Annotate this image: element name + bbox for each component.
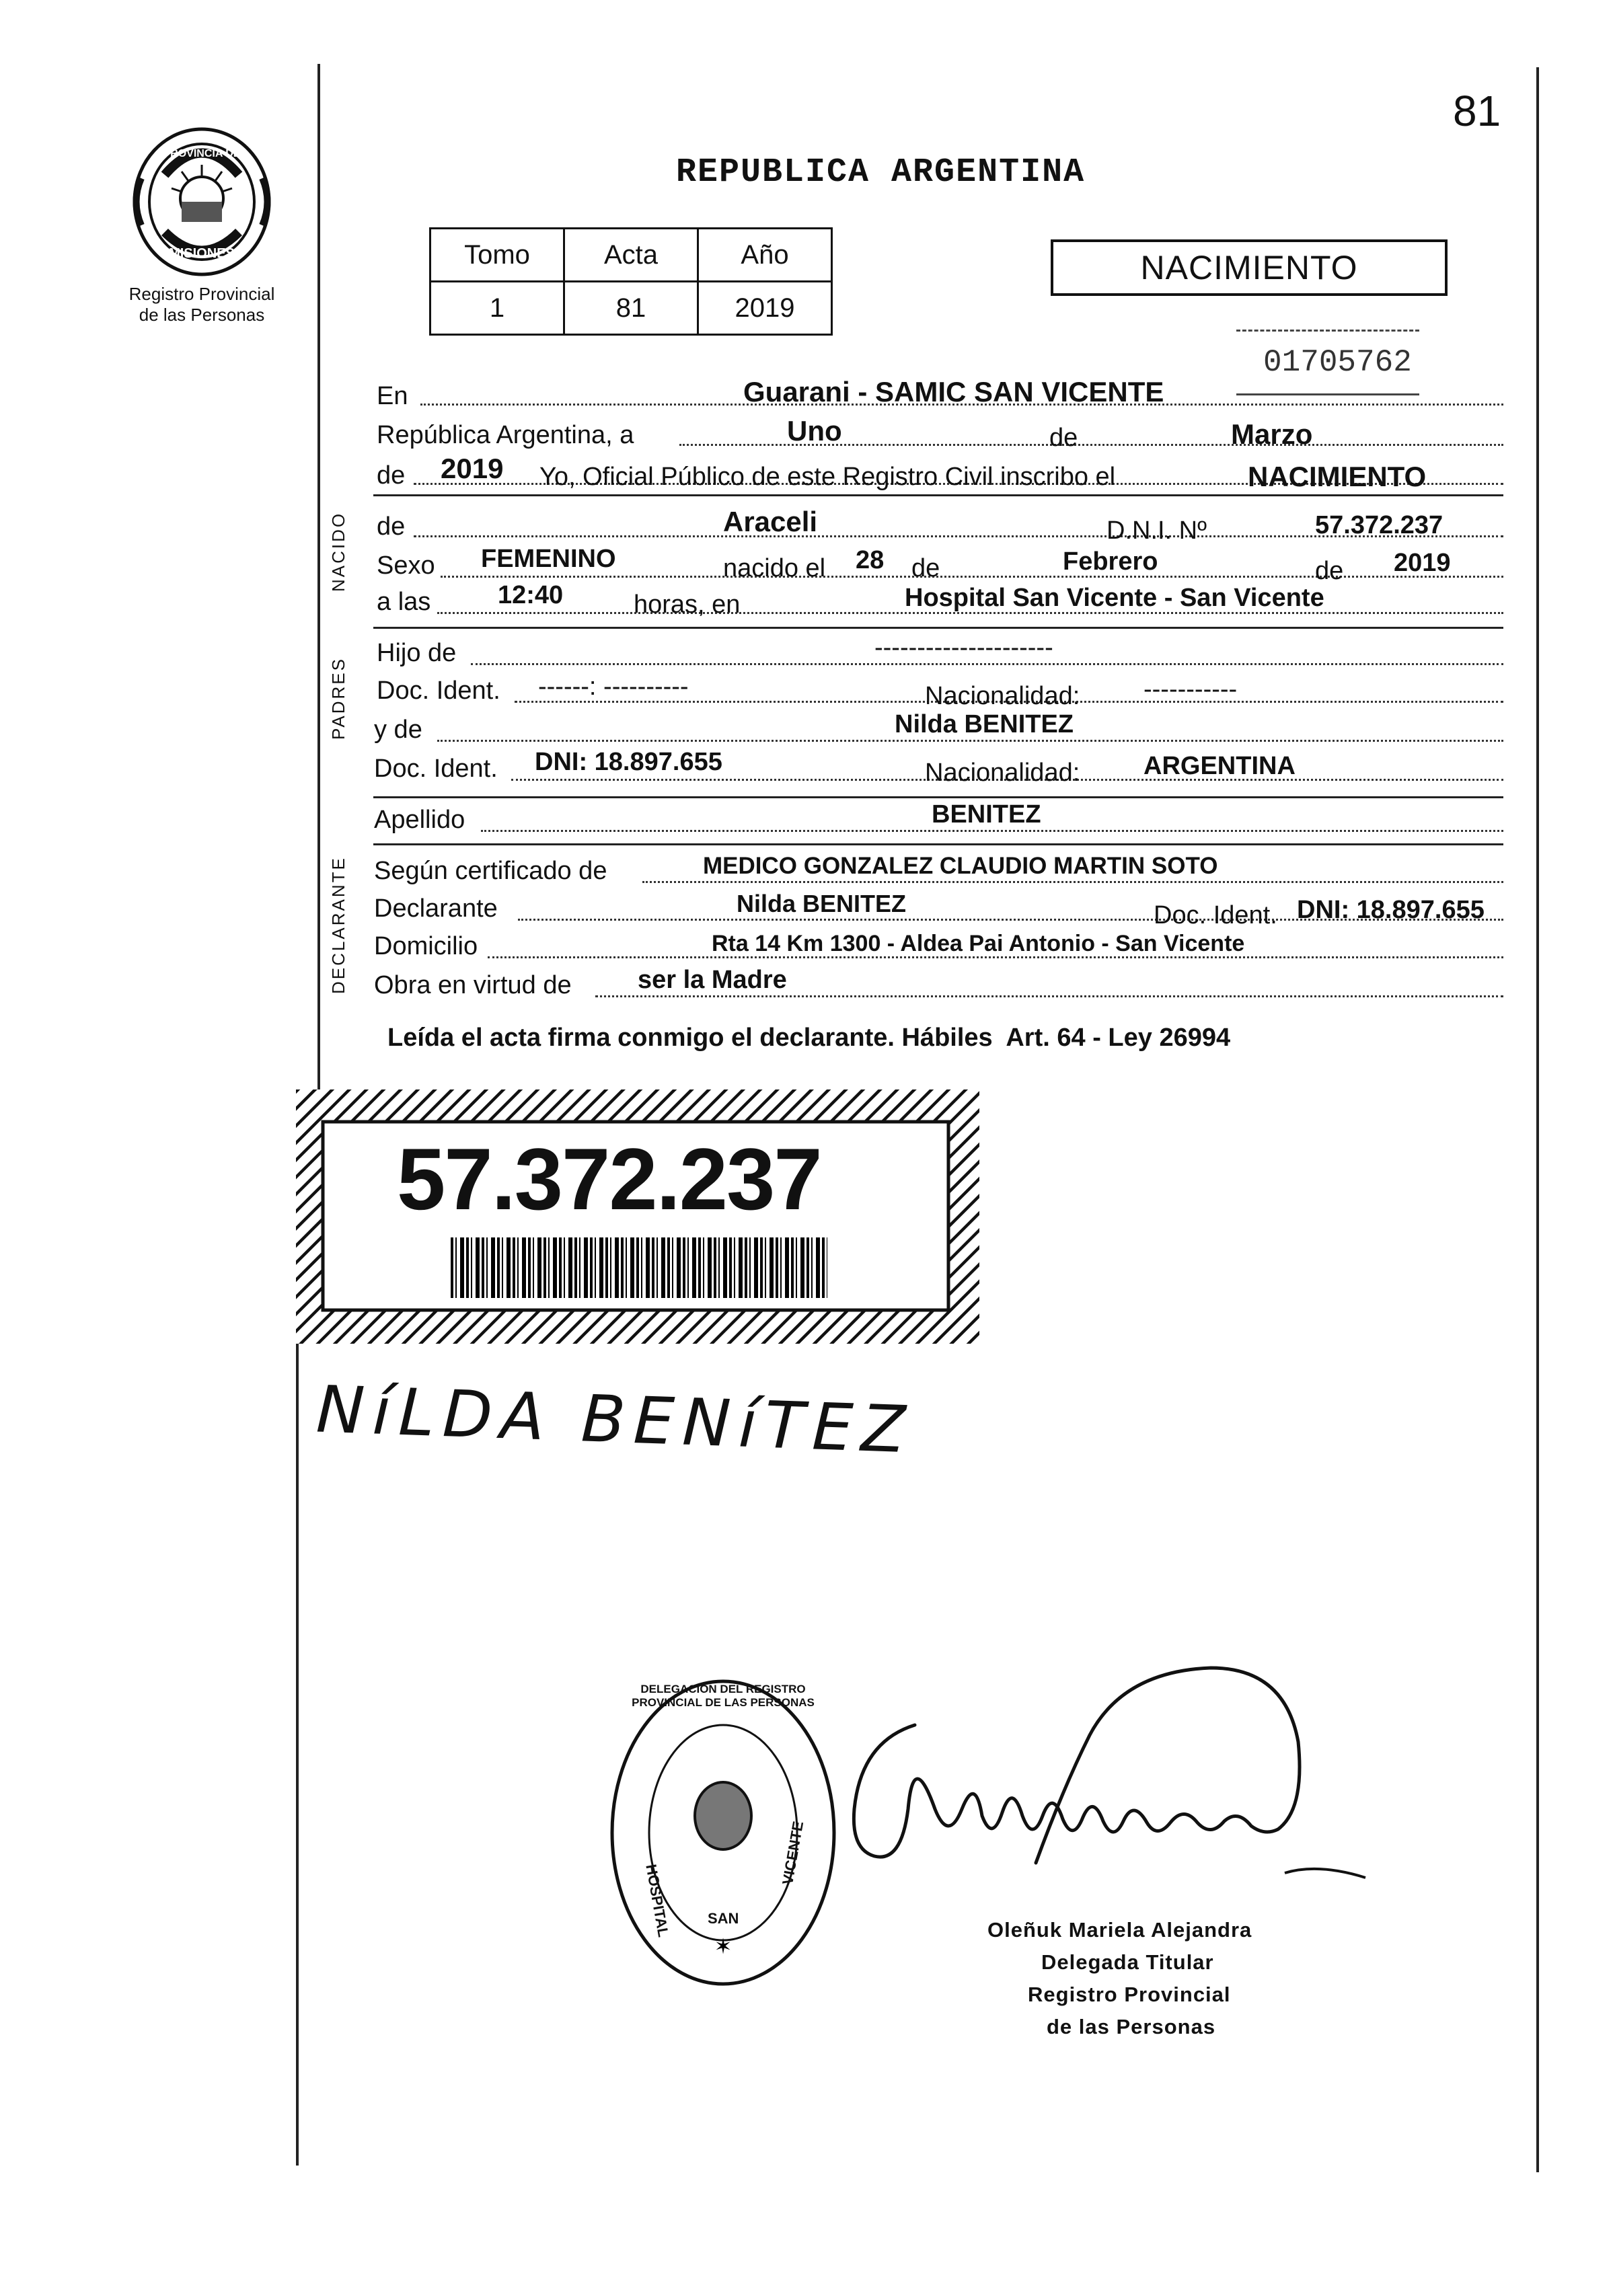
birth-place: Hospital San Vicente - San Vicente: [905, 584, 1324, 612]
place-value: Guarani - SAMIC SAN VICENTE: [743, 376, 1164, 408]
country-title: REPUBLICA ARGENTINA: [676, 153, 1086, 192]
de2-label: de: [377, 461, 406, 490]
tomo-header: Tomo: [430, 229, 564, 282]
rep-label: República Argentina, a: [377, 421, 634, 449]
dots: [437, 612, 1503, 614]
acta-value: 81: [564, 282, 698, 335]
father-doc-label: Doc. Ident.: [377, 677, 500, 705]
barcode: [451, 1237, 827, 1298]
section-declarante: DECLARANTE: [328, 856, 348, 994]
declarante-label: Declarante: [374, 894, 498, 923]
horas-label: horas, en: [634, 590, 741, 619]
dots: [481, 830, 1503, 832]
official-signature: [834, 1641, 1372, 1923]
record-table: [429, 227, 833, 336]
father-name: ---------------------: [874, 634, 1053, 662]
nacido-de-label2: de: [911, 554, 940, 582]
registry-name-line1: Registro Provincial: [128, 284, 275, 304]
provincial-seal-icon: [128, 124, 276, 279]
official-block: [987, 1914, 1252, 2043]
mother-doc-label: Doc. Ident.: [374, 755, 498, 783]
section-nacido: NACIDO: [328, 511, 348, 592]
nacido-divider: [373, 627, 1503, 629]
official-org-line2: de las Personas: [1047, 2015, 1216, 2038]
official-title: Delegada Titular: [1041, 1950, 1214, 1974]
birth-month: Febrero: [1063, 547, 1158, 576]
control-number: 01705762: [1263, 345, 1412, 380]
acta-header: Acta: [564, 229, 698, 282]
stamp-inner-right: VICENTE: [779, 1820, 807, 1886]
intro-divider: [373, 494, 1503, 496]
en-label: En: [377, 382, 408, 410]
dots: [488, 956, 1503, 958]
apellido-value: BENITEZ: [932, 800, 1041, 829]
birth-time: 12:40: [498, 581, 564, 609]
page-number: 81: [1453, 87, 1501, 135]
dots: [437, 740, 1503, 742]
right-margin-line: [1536, 67, 1539, 2172]
year-value: 2019: [441, 453, 504, 484]
obra-label: Obra en virtud de: [374, 971, 572, 999]
declarante-doc: DNI: 18.897.655: [1297, 896, 1485, 924]
y-de-label: y de: [374, 716, 422, 744]
handwritten-name: NíLDA BENíTEZ: [315, 1371, 915, 1468]
declarante-value: Nilda BENITEZ: [737, 890, 907, 917]
anio-value: 2019: [698, 282, 832, 335]
dni-label: D.N.I. Nº: [1106, 516, 1207, 545]
closing-text: Leída el acta firma conmigo el declarante. Hábiles Art. 64 - Ley 26994: [387, 1024, 1231, 1052]
apellido-label: Apellido: [374, 806, 465, 834]
birth-day: 28: [856, 546, 885, 574]
anio-header: Año: [698, 229, 832, 282]
tomo-value: 1: [430, 282, 564, 335]
month-value: Marzo: [1231, 418, 1313, 450]
stamp-inner-bottom: SAN: [708, 1910, 739, 1927]
stamp-outer-text: DELEGACION DEL REGISTRO PROVINCIAL DE LAS PERSONAS: [632, 1683, 815, 1709]
nacido-de-label3: de: [1315, 557, 1344, 585]
dni-sticker: [296, 1089, 979, 1344]
dots: [471, 663, 1503, 665]
a-las-label: a las: [377, 588, 431, 616]
sticker-dni-number: 57.372.237: [397, 1130, 821, 1228]
child-name: Araceli: [723, 506, 818, 537]
doc-type-box: [1051, 239, 1448, 296]
father-doc: ------: ----------: [538, 673, 689, 701]
nacido-de-label: de: [377, 512, 406, 541]
record-type-value: NACIMIENTO: [1248, 461, 1427, 492]
registry-name: [94, 284, 309, 326]
dots: [595, 995, 1503, 997]
sexo-label: Sexo: [377, 551, 435, 580]
cert-value: MEDICO GONZALEZ CLAUDIO MARTIN SOTO: [703, 853, 1218, 879]
left-margin-line: [317, 64, 320, 1089]
obra-value: ser la Madre: [638, 966, 787, 994]
seal-top-text: PROVINCIA DE: [163, 148, 241, 159]
nacido-el-label: nacido el: [723, 554, 826, 582]
mother-nat: ARGENTINA: [1143, 752, 1296, 780]
control-number-box: [1236, 330, 1419, 395]
mother-doc: DNI: 18.897.655: [535, 748, 722, 776]
birth-year: 2019: [1394, 549, 1451, 577]
child-dni: 57.372.237: [1315, 511, 1443, 539]
official-org-line1: Registro Provincial: [1028, 1983, 1231, 2006]
stamp-inner-left: HOSPITAL: [642, 1863, 673, 1939]
dots: [441, 576, 1503, 578]
declarante-doc-label: Doc. Ident.: [1154, 901, 1277, 929]
dots: [642, 881, 1503, 883]
registry-logo: [128, 124, 276, 279]
mother-name: Nilda BENITEZ: [895, 710, 1074, 738]
official-name: Oleñuk Mariela Alejandra: [987, 1918, 1252, 1942]
domicilio-label: Domicilio: [374, 932, 478, 960]
mother-nat-label: Nacionalidad:: [925, 759, 1080, 787]
domicilio-value: Rta 14 Km 1300 - Aldea Pai Antonio - San Vicente: [712, 931, 1245, 956]
padres-divider: [373, 796, 1503, 798]
hijo-de-label: Hijo de: [377, 639, 457, 667]
father-nat: -----------: [1143, 675, 1238, 703]
doc-type: NACIMIENTO: [1140, 249, 1358, 286]
officer-text: Yo, Oficial Público de este Registro Civil inscribo el: [539, 463, 1116, 491]
section-padres: PADRES: [328, 657, 348, 740]
round-stamp: [605, 1675, 841, 1991]
signature-icon: [834, 1641, 1372, 1923]
sexo-value: FEMENINO: [481, 545, 616, 573]
registry-name-line2: de las Personas: [139, 305, 265, 325]
seal-bottom-text: MISIONES: [169, 246, 235, 261]
cert-label: Según certificado de: [374, 857, 607, 885]
father-nat-label: Nacionalidad:: [925, 682, 1080, 710]
svg-text:✶: ✶: [714, 1934, 733, 1958]
day-value: Uno: [787, 415, 842, 447]
apellido-divider: [373, 843, 1503, 845]
de-label: de: [1049, 424, 1078, 452]
